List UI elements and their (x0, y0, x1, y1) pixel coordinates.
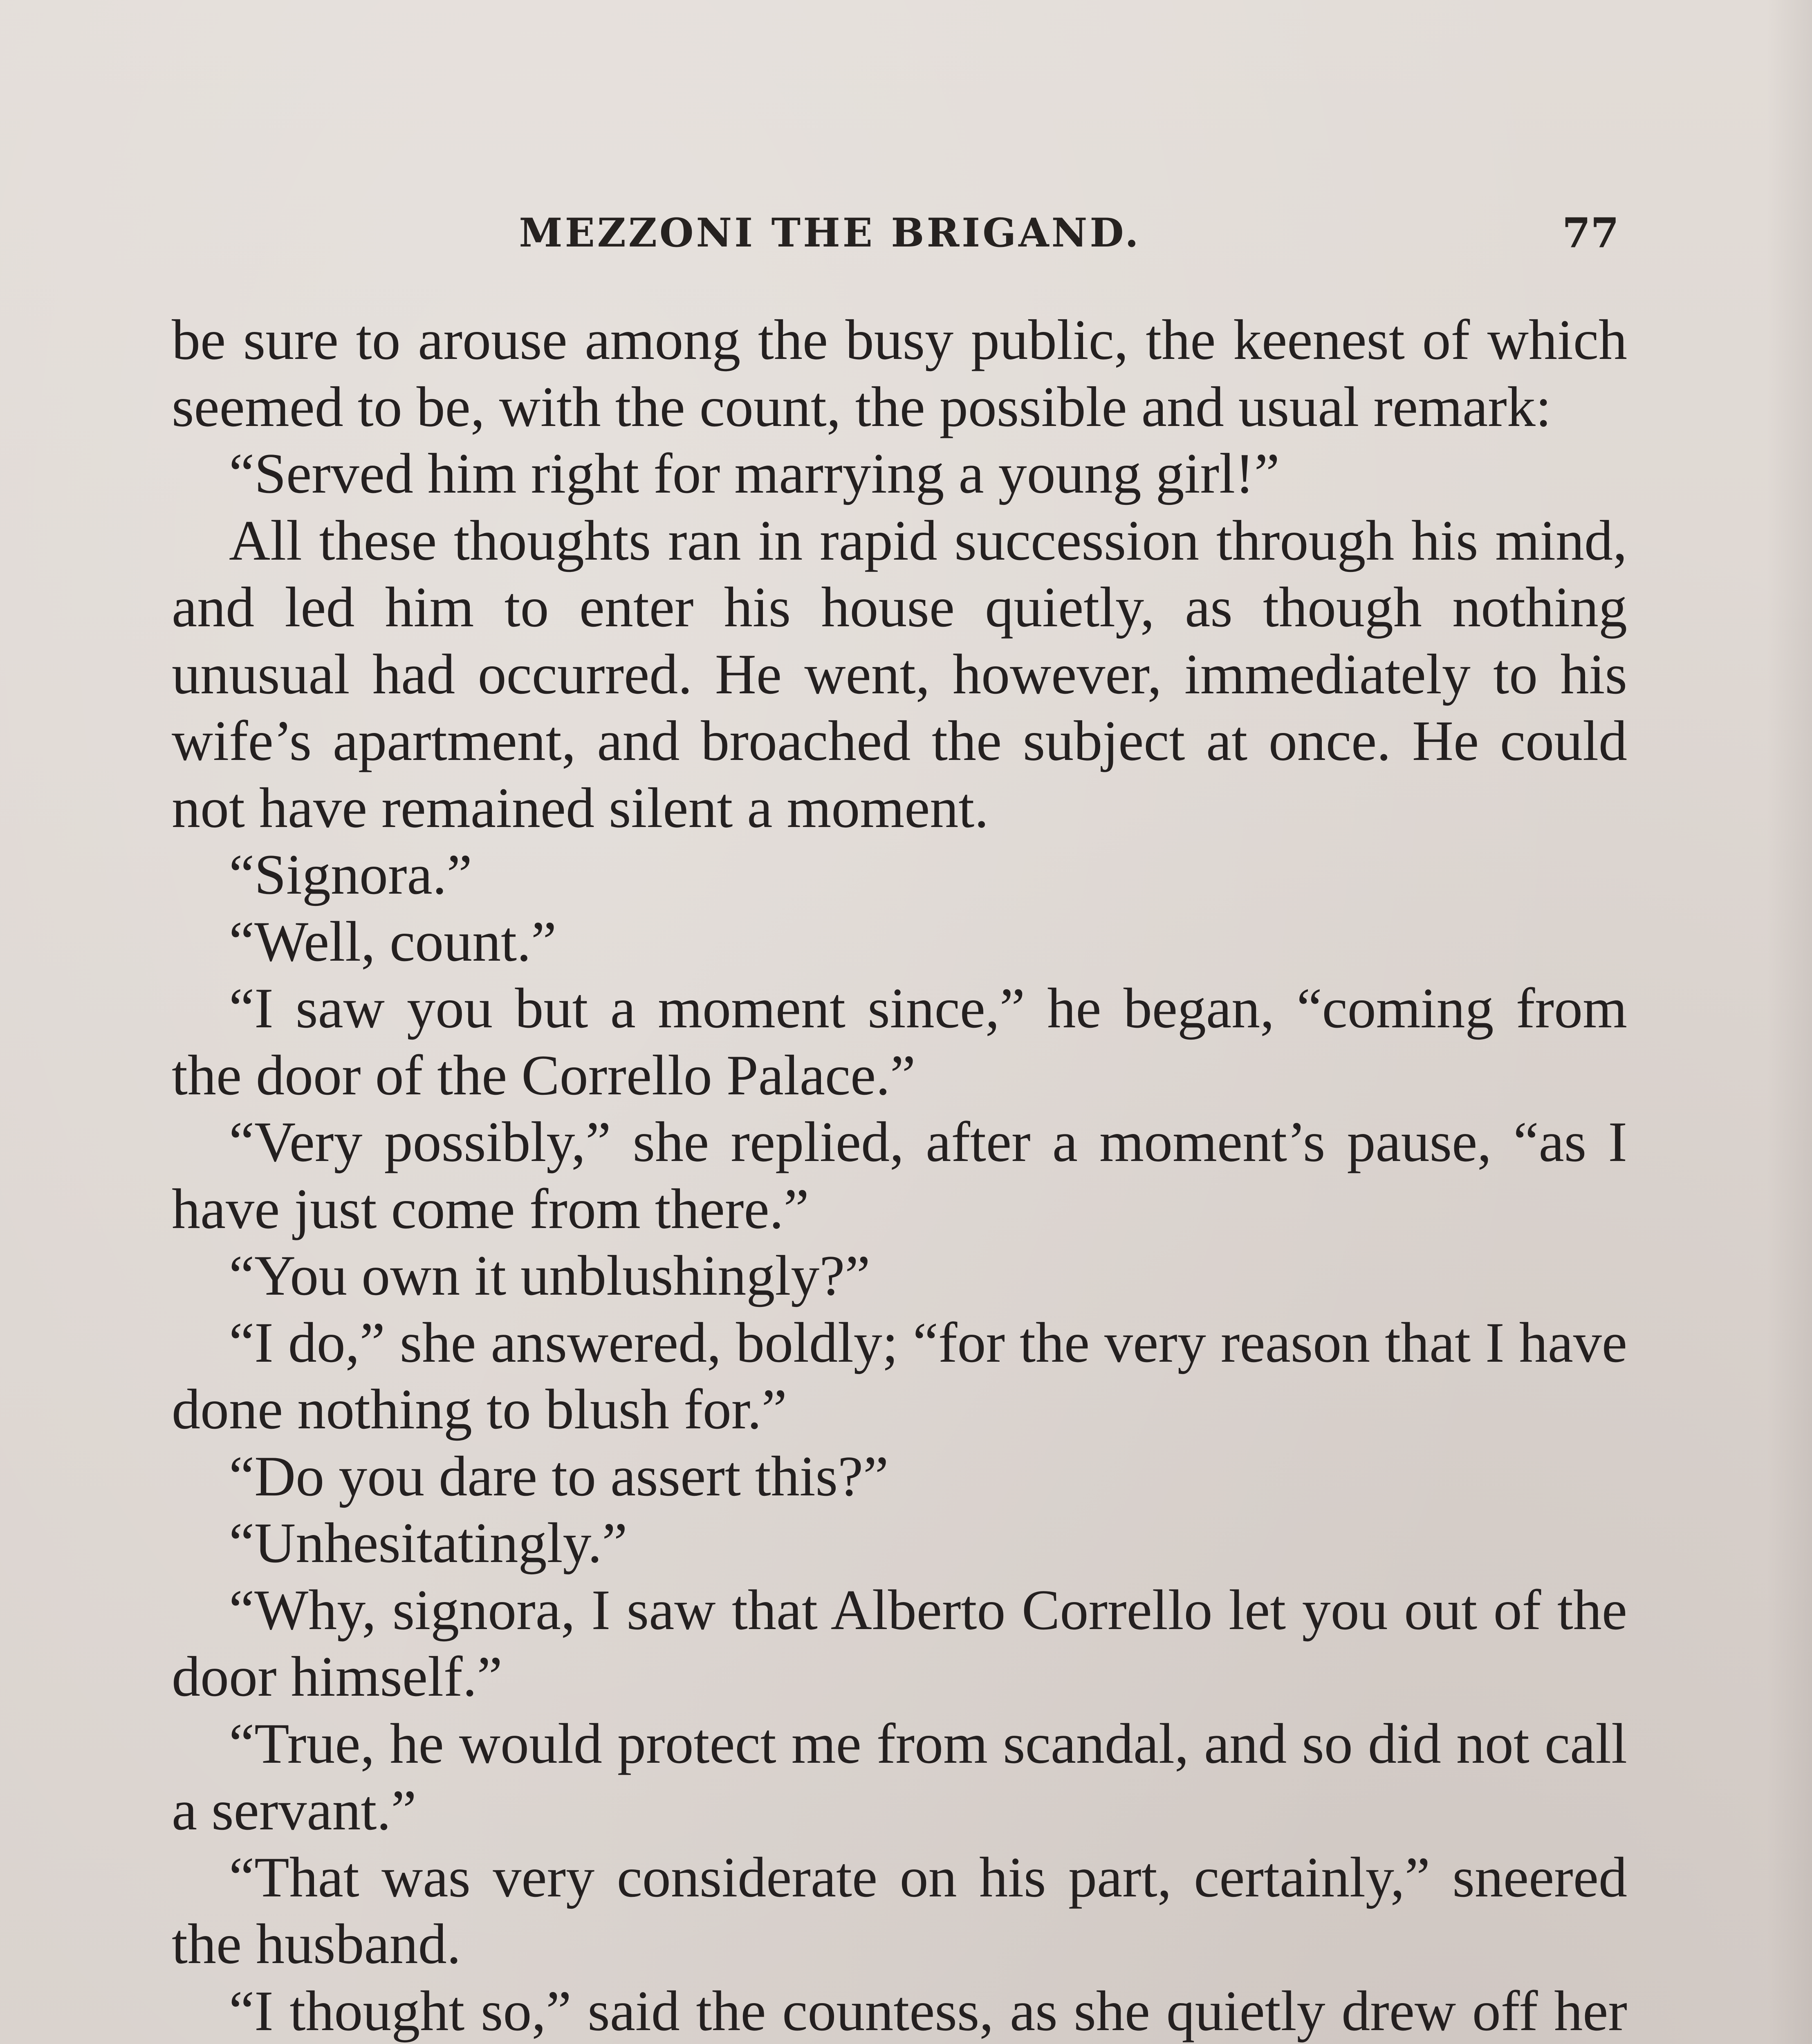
paragraph: All these thoughts ran in rapid succession through his mind, and led him to enter his house quietly, as though nothing unusual had occurred. He went, however, immediately to his wife’s apartment, and broached the subject at once. He could not have remained silent a moment. (172, 509, 1627, 840)
paragraph: “Served him right for marrying a young girl!” (229, 442, 1280, 505)
paragraph: “I do,” she answered, boldly; “for the very reason that I have done nothing to blush for.” (172, 1311, 1627, 1441)
running-header (176, 200, 1619, 266)
running-title: MEZZONI THE BRIGAND. (519, 210, 1141, 256)
paragraph: “Unhesitatingly.” (229, 1511, 628, 1575)
paragraph: “Very possibly,” she replied, after a moment’s pause, “as I have just come from there.” (172, 1110, 1627, 1241)
paragraph: “You own it unblushingly?” (229, 1244, 870, 1307)
paragraph: “Why, signora, I saw that Alberto Corrello let you out of the door himself.” (172, 1578, 1627, 1708)
page-number: 77 (1562, 209, 1619, 257)
paragraph: “That was very considerate on his part, certainly,” sneered the husband. (172, 1845, 1627, 1976)
page-edge-shadow (1767, 0, 1812, 2044)
paragraph: “Signora.” (229, 843, 472, 906)
paragraph: “True, he would protect me from scandal, and so did not call a servant.” (172, 1712, 1627, 1842)
body-text (172, 307, 1627, 2044)
paragraph: be sure to arouse among the busy public, the keenest of which seemed to be, with the count, the possible and usual remark: (172, 308, 1627, 439)
paragraph: “Do you dare to assert this?” (229, 1444, 889, 1508)
paragraph: “Well, count.” (229, 910, 557, 973)
paragraph: “I thought so,” said the countess, as she quietly drew off her (229, 1979, 1627, 2043)
paragraph: “I saw you but a moment since,” he began, “coming from the door of the Corrello Palace.” (172, 977, 1627, 1107)
